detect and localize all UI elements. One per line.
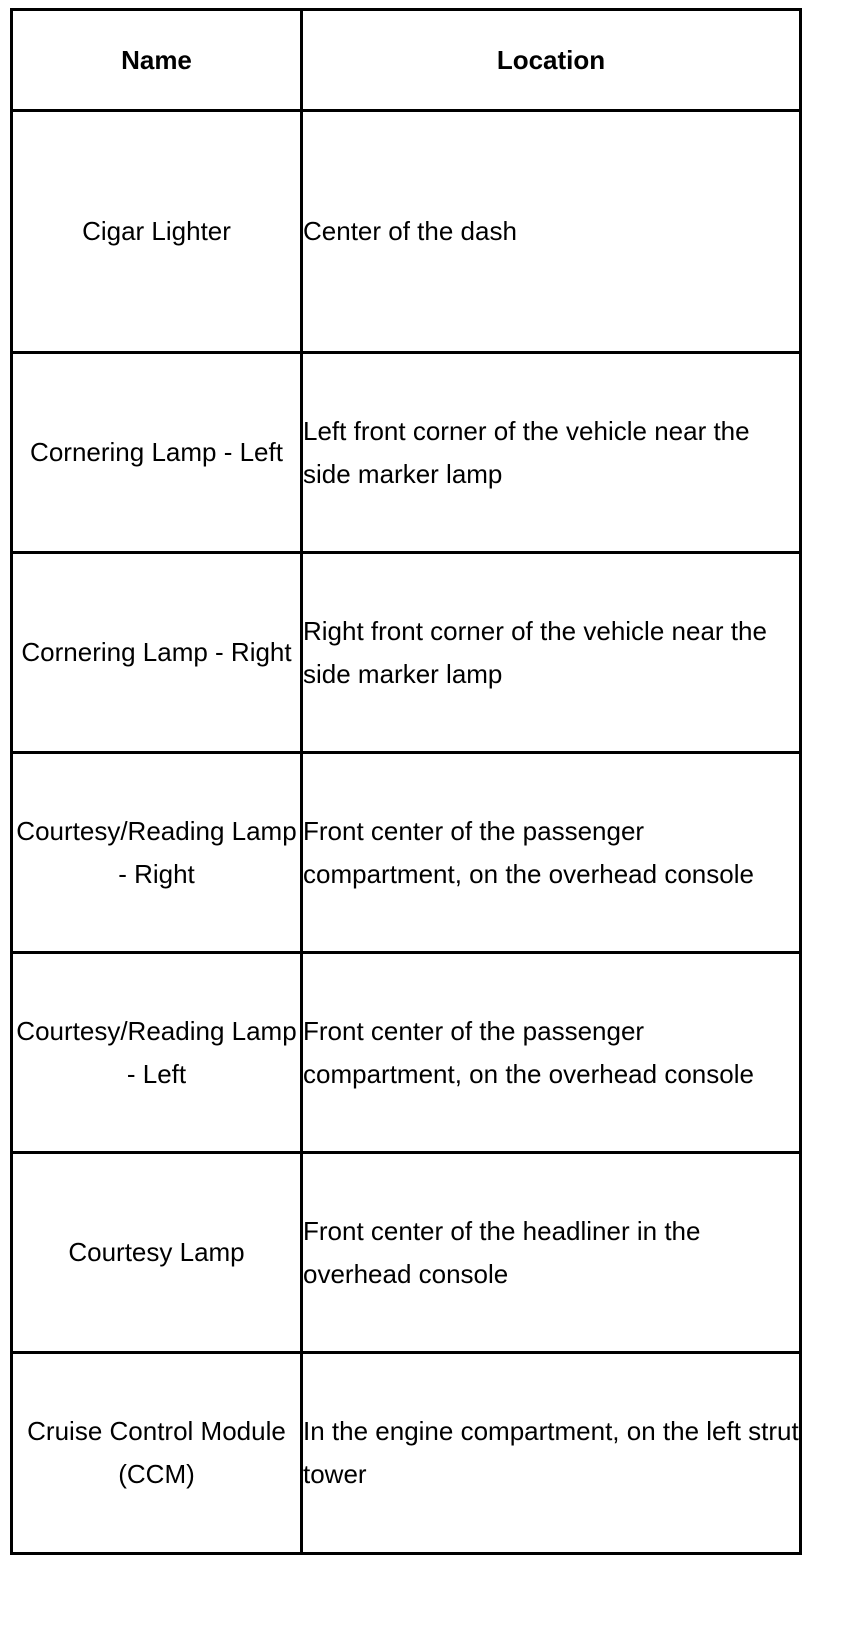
column-header-location: Location [302,10,801,111]
table-row [12,953,801,1153]
table-row [12,353,801,553]
table-row [12,553,801,753]
table-row [12,111,801,353]
component-name: Courtesy/Reading Lamp - Right [12,753,302,953]
component-location: Front center of the passenger compartment, on the overhead console [302,753,801,953]
table-row [12,1153,801,1353]
component-location: Left front corner of the vehicle near the side marker lamp [302,353,801,553]
component-name: Cruise Control Module (CCM) [12,1353,302,1554]
component-location: In the engine compartment, on the left strut tower [302,1353,801,1554]
component-location: Right front corner of the vehicle near the side marker lamp [302,553,801,753]
component-name: Cigar Lighter [12,111,302,353]
component-name: Courtesy/Reading Lamp - Left [12,953,302,1153]
table-row [12,1353,801,1554]
column-header-name: Name [12,10,302,111]
component-name: Cornering Lamp - Right [12,553,302,753]
component-location: Front center of the headliner in the overhead console [302,1153,801,1353]
component-location-table [10,8,802,1555]
component-location: Center of the dash [302,111,801,353]
component-name: Cornering Lamp - Left [12,353,302,553]
component-location: Front center of the passenger compartment, on the overhead console [302,953,801,1153]
header-row [12,10,801,111]
component-name: Courtesy Lamp [12,1153,302,1353]
table-row [12,753,801,953]
